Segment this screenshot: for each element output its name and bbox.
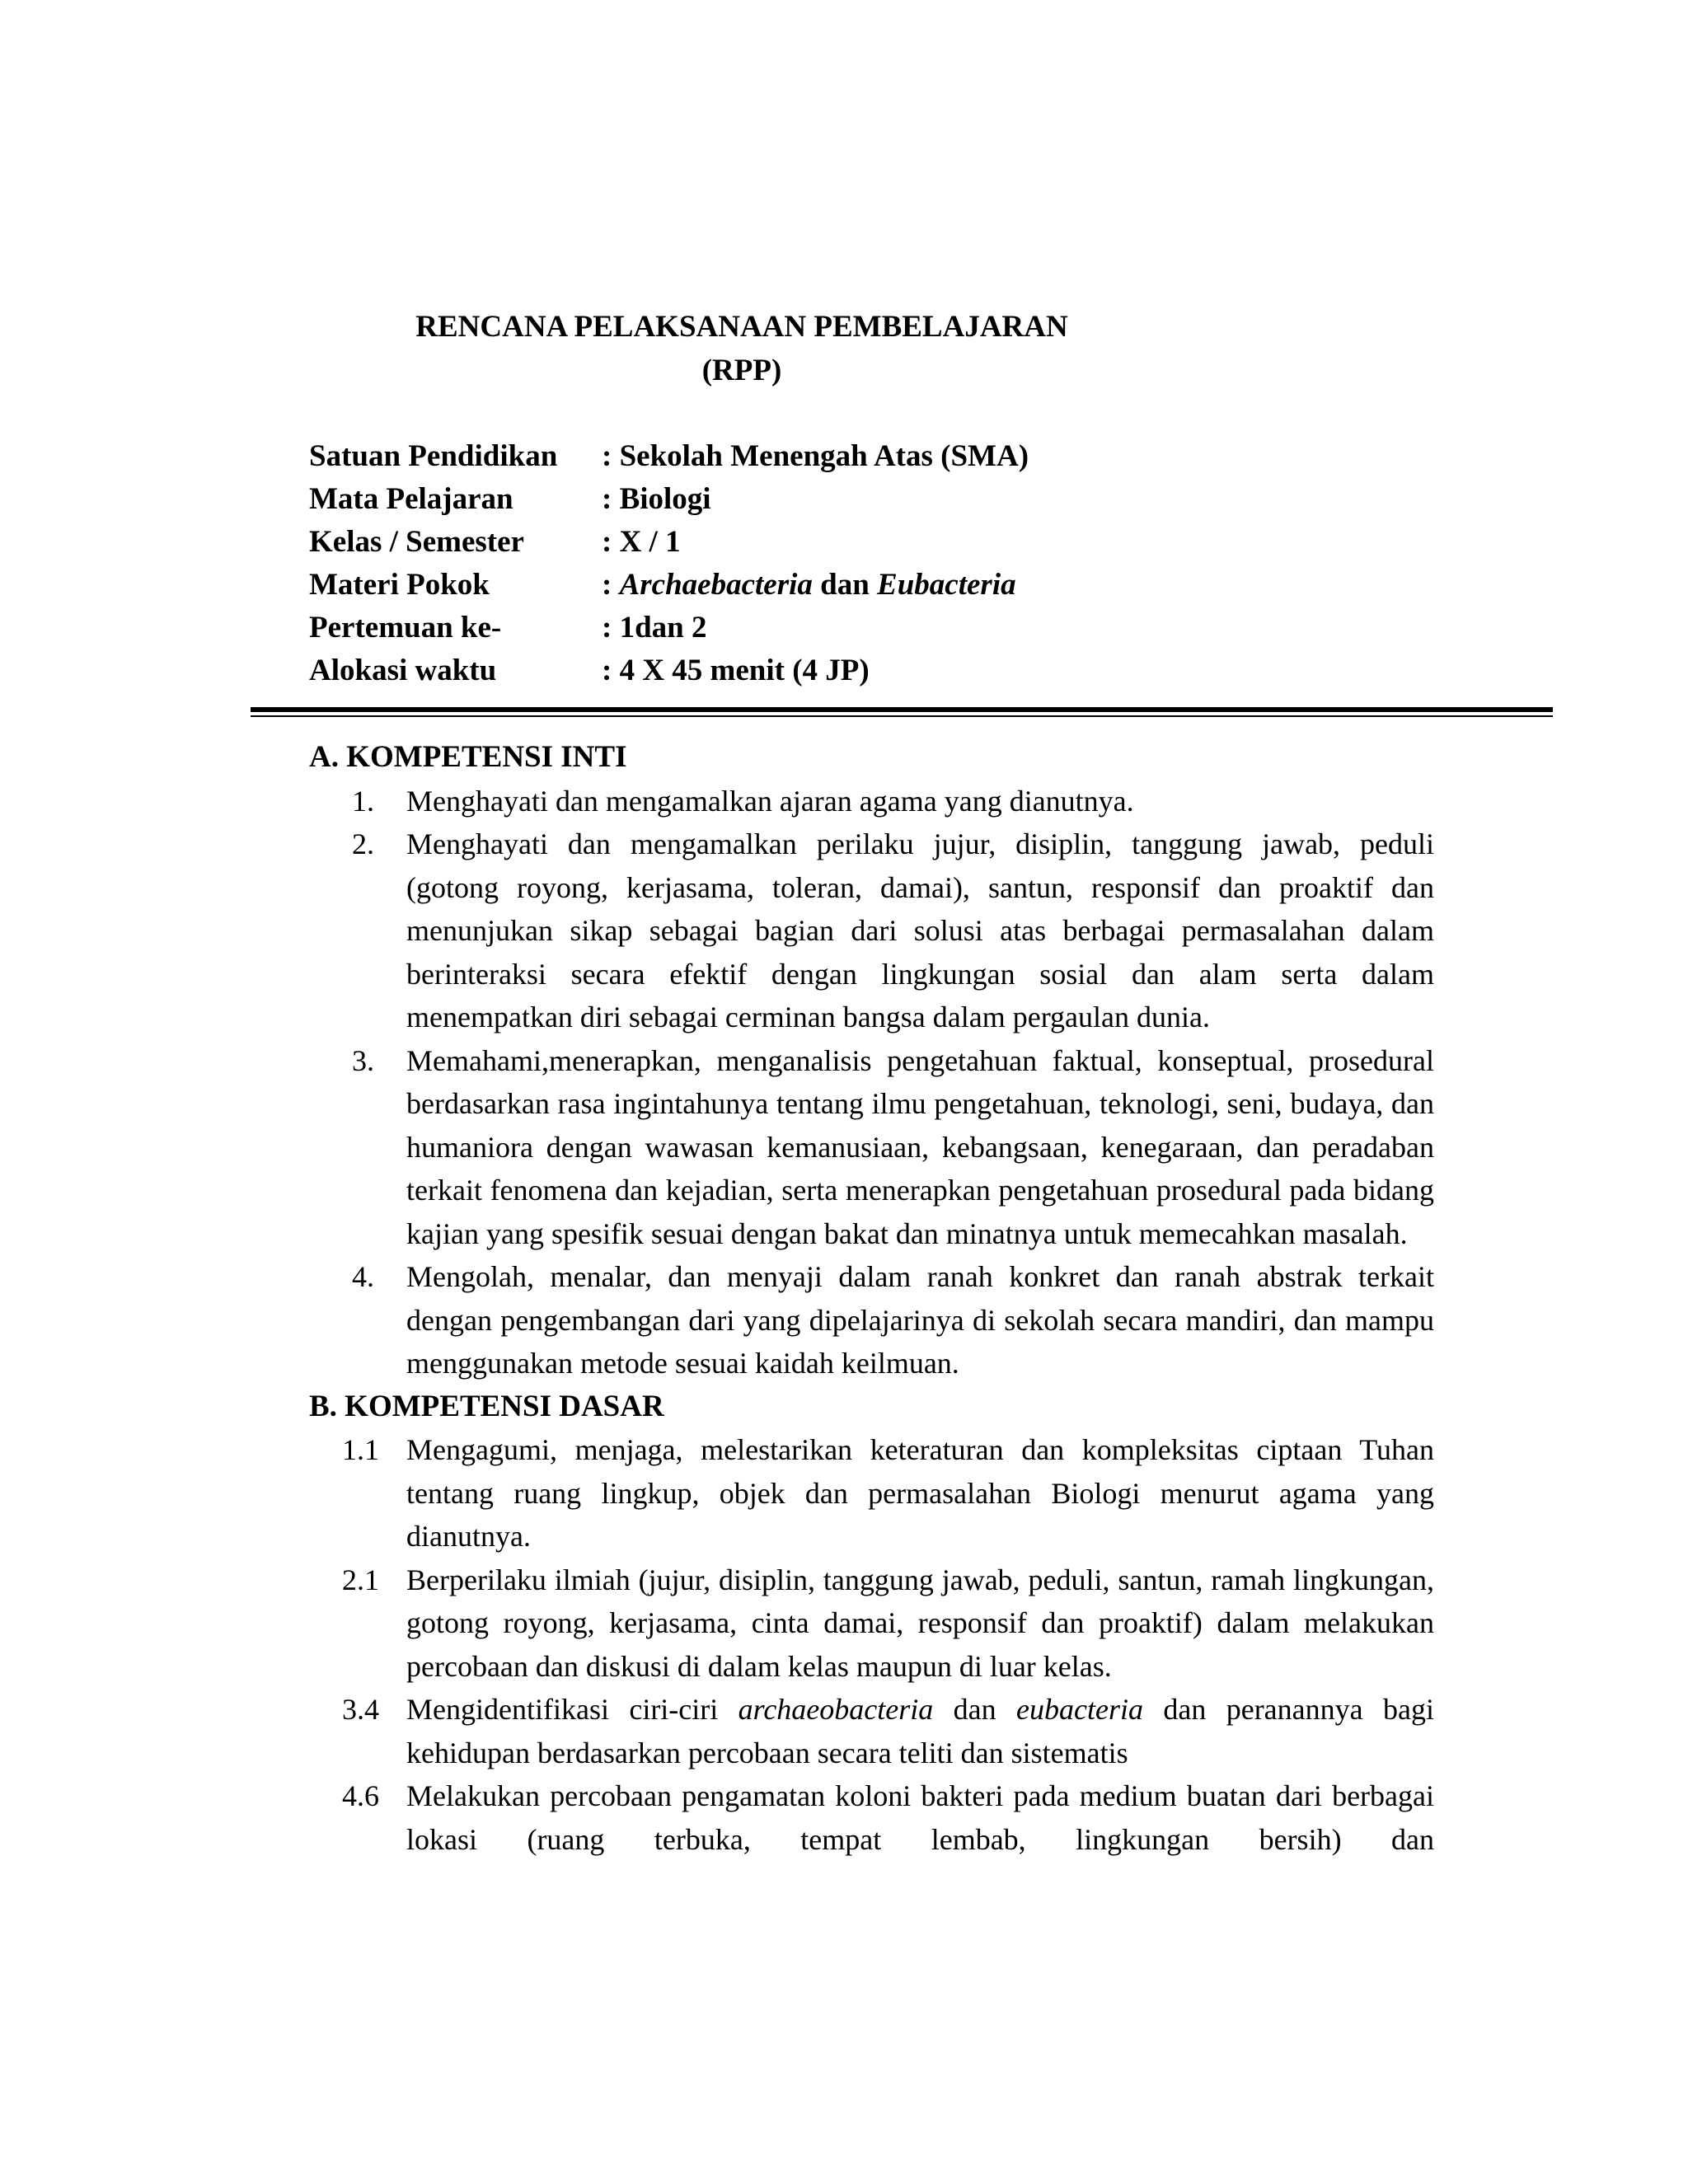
identity-row-alokasi [309,649,1029,692]
identity-value: : Biologi [602,482,711,516]
list-item-number: 4. [352,1260,374,1293]
identity-label: Materi Pokok [309,568,490,602]
list-item-number: 3. [352,1043,374,1077]
document-body [309,736,1434,1861]
list-item-text-italic: archaeobacteria [738,1693,934,1726]
list-item-text: Menghayati dan mengamalkan ajaran agama yang dianutnya. [406,784,1134,818]
list-item [309,780,1434,823]
list-item-text: Memahami,menerapkan, menganalisis pengetahuan faktual, konseptual, prosedural berdasarkan rasa ingintahunya tentang ilmu pengetahuan, teknologi, seni, budaya, dan humaniora dengan wawasan kemanusiaan, kebangsaan, kenegaraan, dan peradaban terkait fenomena dan kejadian, serta menerapkan pengetahuan prosedural pada bidang kajian yang spesifik sesuai dengan bakat dan minatnya untuk memecahkan masalah. [406,1043,1434,1250]
identity-value: : X / 1 [602,525,681,559]
identity-row-materi [309,564,1029,607]
list-item [309,1039,1434,1256]
list-item [309,1774,1434,1861]
header-divider-thin [251,715,1553,717]
list-item-number: 2. [352,827,374,860]
identity-label: Mata Pelajaran [309,482,513,516]
list-item-text-italic: eubacteria [1016,1693,1143,1726]
list-item [309,1688,1434,1774]
list-item-text: Melakukan percobaan pengamatan koloni bakteri pada medium buatan dari berbagai lokasi (ruang terbuka, tempat lembab, lingkungan bersih) dan [406,1779,1434,1856]
identity-label: Pertemuan ke- [309,611,502,644]
identity-table [309,435,1029,692]
identity-value: : Sekolah Menengah Atas (SMA) [602,439,1029,473]
identity-row-satuan [309,435,1029,478]
list-item-text [406,1688,1434,1774]
identity-value-italic: Eubacteria [877,568,1016,602]
document-subtitle: (RPP) [701,354,782,387]
identity-row-pertemuan [309,607,1029,649]
list-item-text-part: dan [933,1693,1017,1726]
list-item-text: Berperilaku ilmiah (jujur, disiplin, tanggung jawab, peduli, santun, ramah lingkungan, gotong royong, kerjasama, cinta damai, responsif dan proaktif) dalam melakukan percobaan dan diskusi di dalam kelas maupun di luar kelas. [406,1563,1434,1683]
identity-value: : 4 X 45 menit (4 JP) [602,654,870,687]
identity-value [602,564,1016,607]
list-item [309,1255,1434,1385]
list-item [309,1558,1434,1689]
list-item-text: Mengolah, menalar, dan menyaji dalam ranah konkret dan ranah abstrak terkait dengan pengembangan dari yang dipelajarinya di sekolah secara mandiri, dan mampu menggunakan metode sesuai kaidah keilmuan. [406,1260,1434,1380]
identity-label: Satuan Pendidikan [309,439,558,473]
list-item-text: Menghayati dan mengamalkan perilaku jujur, disiplin, tanggung jawab, peduli (gotong royong, kerjasama, toleran, damai), santun, responsif dan proaktif dan menunjukan sikap sebagai bagian dari solusi atas berbagai permasalahan dalam berinteraksi secara efektif dengan lingkungan sosial dan alam serta dalam menempatkan diri sebagai cerminan bangsa dalam pergaulan dunia. [406,827,1434,1033]
identity-row-kelas [309,521,1029,564]
document-title: RENCANA PELAKSANAAN PEMBELAJARAN [415,310,1068,344]
list-item-number: 2.1 [342,1563,379,1596]
identity-label: Alokasi waktu [309,654,497,687]
list-item-number: 1. [352,784,374,818]
list-item [309,823,1434,1039]
identity-value-prefix: : [602,568,620,602]
section-heading-kompetensi-dasar: B. KOMPETENSI DASAR [309,1389,664,1423]
identity-value-middle: dan [812,568,878,602]
section-heading-kompetensi-inti: A. KOMPETENSI INTI [309,740,627,774]
list-item-text-part: dan peranannya bagi kehidupan berdasarkan percobaan secara teliti dan sistematis [406,1693,1434,1769]
identity-row-mapel [309,478,1029,521]
header-divider [251,707,1553,712]
list-item-text-part: Mengidentifikasi ciri-ciri [406,1693,738,1726]
list-item-number: 4.6 [342,1779,379,1812]
list-item-number: 3.4 [342,1693,379,1726]
identity-value: : 1dan 2 [602,611,707,644]
list-item-text: Mengagumi, menjaga, melestarikan keteraturan dan kompleksitas ciptaan Tuhan tentang ruang lingkup, objek dan permasalahan Biologi menurut agama yang dianutnya. [406,1433,1434,1553]
identity-label: Kelas / Semester [309,525,524,559]
list-item [309,1428,1434,1558]
identity-value-italic: Archaebacteria [619,568,813,602]
list-item-number: 1.1 [342,1433,379,1466]
